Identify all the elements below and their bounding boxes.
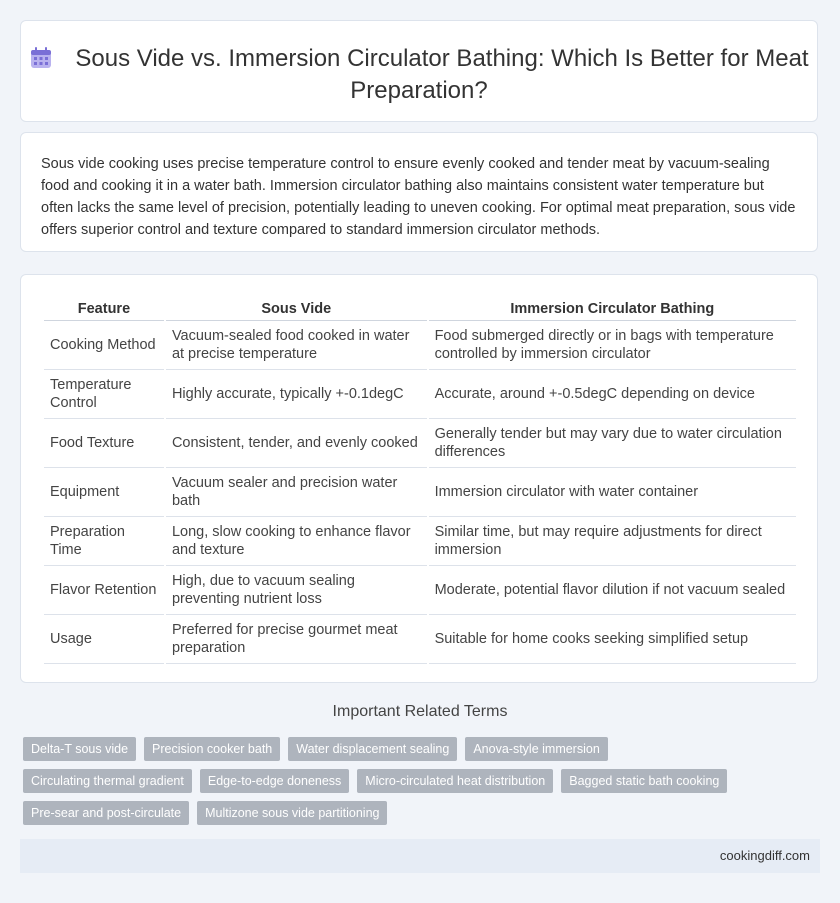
header-feature: Feature <box>44 295 164 321</box>
related-term-tag[interactable]: Precision cooker bath <box>144 737 280 761</box>
related-term-tag[interactable]: Circulating thermal gradient <box>23 769 192 793</box>
immersion-cell: Moderate, potential flavor dilution if not vacuum sealed <box>429 566 796 615</box>
comparison-table <box>42 295 798 664</box>
header-sous-vide: Sous Vide <box>166 295 427 321</box>
related-term-tag[interactable]: Multizone sous vide partitioning <box>197 801 387 825</box>
title-card <box>20 20 818 122</box>
table-row <box>44 419 796 468</box>
related-terms-list <box>23 737 783 825</box>
calendar-icon <box>29 46 53 68</box>
sous-vide-cell: High, due to vacuum sealing preventing nutrient loss <box>166 566 427 615</box>
related-term-tag[interactable]: Micro-circulated heat distribution <box>357 769 553 793</box>
footer-site-link[interactable]: cookingdiff.com <box>719 848 810 863</box>
immersion-cell: Accurate, around +-0.5degC depending on device <box>429 370 796 419</box>
table-header-row <box>44 295 796 321</box>
feature-cell: Cooking Method <box>44 321 164 370</box>
page-title: Sous Vide vs. Immersion Circulator Bathing: Which Is Better for Meat Preparation? <box>75 45 809 104</box>
immersion-cell: Immersion circulator with water container <box>429 468 796 517</box>
feature-cell: Temperature Control <box>44 370 164 419</box>
table-row <box>44 468 796 517</box>
sous-vide-cell: Vacuum sealer and precision water bath <box>166 468 427 517</box>
sous-vide-cell: Preferred for precise gourmet meat preparation <box>166 615 427 664</box>
related-term-tag[interactable]: Edge-to-edge doneness <box>200 769 349 793</box>
immersion-cell: Food submerged directly or in bags with temperature controlled by immersion circulator <box>429 321 796 370</box>
table-row <box>44 566 796 615</box>
table-row <box>44 370 796 419</box>
footer <box>20 839 820 873</box>
related-term-tag[interactable]: Water displacement sealing <box>288 737 457 761</box>
feature-cell: Food Texture <box>44 419 164 468</box>
feature-cell: Usage <box>44 615 164 664</box>
feature-cell: Flavor Retention <box>44 566 164 615</box>
table-row <box>44 615 796 664</box>
table-row <box>44 517 796 566</box>
feature-cell: Equipment <box>44 468 164 517</box>
related-term-tag[interactable]: Pre-sear and post-circulate <box>23 801 189 825</box>
feature-cell: Preparation Time <box>44 517 164 566</box>
intro-paragraph: Sous vide cooking uses precise temperature control to ensure evenly cooked and tender meat by vacuum-sealing food and cooking it in a water bath. Immersion circulator bathing also maintains consistent water temperature but often lacks the same level of precision, potentially leading to uneven cooking. For optimal meat preparation, sous vide offers superior control and texture compared to standard immersion circulator methods. <box>41 156 796 238</box>
sous-vide-cell: Highly accurate, typically +-0.1degC <box>166 370 427 419</box>
related-terms-title: Important Related Terms <box>332 703 508 720</box>
sous-vide-cell: Consistent, tender, and evenly cooked <box>166 419 427 468</box>
related-term-tag[interactable]: Delta-T sous vide <box>23 737 136 761</box>
comparison-card <box>20 274 818 683</box>
immersion-cell: Generally tender but may vary due to water circulation differences <box>429 419 796 468</box>
page-title-wrap <box>21 43 817 107</box>
table-row <box>44 321 796 370</box>
related-term-tag[interactable]: Bagged static bath cooking <box>561 769 727 793</box>
header-immersion: Immersion Circulator Bathing <box>429 295 796 321</box>
immersion-cell: Similar time, but may require adjustments for direct immersion <box>429 517 796 566</box>
related-term-tag[interactable]: Anova-style immersion <box>465 737 607 761</box>
immersion-cell: Suitable for home cooks seeking simplified setup <box>429 615 796 664</box>
sous-vide-cell: Vacuum-sealed food cooked in water at precise temperature <box>166 321 427 370</box>
intro-card <box>20 132 818 252</box>
sous-vide-cell: Long, slow cooking to enhance flavor and texture <box>166 517 427 566</box>
